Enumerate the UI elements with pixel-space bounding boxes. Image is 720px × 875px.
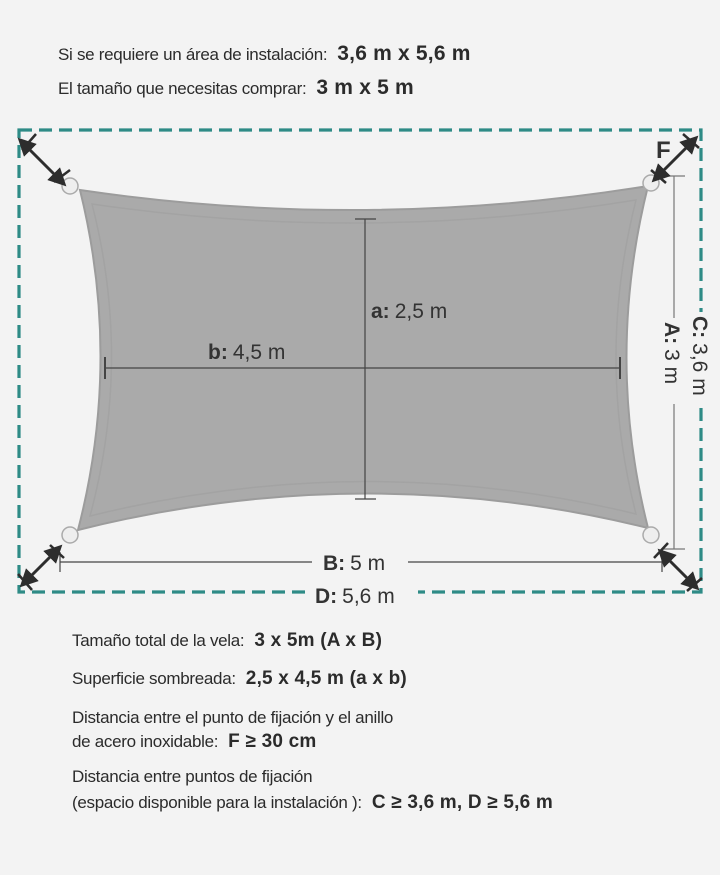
label-B: B: 5 m	[323, 552, 386, 575]
spec-fixing-points-label-line1: Distancia entre puntos de fijación	[72, 767, 313, 786]
d-ring-top-left	[62, 178, 78, 194]
spec-ring-distance-value: F ≥ 30 cm	[228, 731, 317, 752]
spec-fixing-points-value: C ≥ 3,6 m, D ≥ 5,6 m	[371, 792, 553, 813]
label-a: a: 2,5 m	[371, 300, 448, 323]
purchase-size-value: 3 m x 5 m	[316, 76, 414, 99]
spec-fixing-points-line1	[72, 767, 312, 787]
spec-fixing-points	[72, 792, 553, 814]
spec-shaded-area-label: Superficie sombreada:	[72, 669, 236, 688]
label-F: F	[656, 137, 671, 164]
spec-total-size	[72, 630, 382, 652]
f-arrow-top-left	[22, 134, 70, 182]
d-ring-bottom-right	[643, 527, 659, 543]
f-arrow-bottom-left	[18, 545, 64, 590]
spec-fixing-points-label: (espacio disponible para la instalación ):	[72, 793, 362, 812]
label-A: A:3 m	[660, 322, 683, 385]
spec-ring-distance	[72, 731, 316, 753]
label-C: C:3,6 m	[688, 316, 711, 396]
shade-sail	[78, 186, 648, 530]
label-b: b: 4,5 m	[208, 341, 286, 364]
spec-total-size-value: 3 x 5m (A x B)	[254, 630, 383, 651]
f-arrow-bottom-right	[654, 543, 702, 591]
d-ring-top-right	[643, 175, 659, 191]
installation-area-label: Si se requiere un área de instalación:	[58, 45, 328, 64]
spec-shaded-area	[72, 668, 407, 690]
installation-area-value: 3,6 m x 5,6 m	[337, 42, 471, 65]
purchase-size-label: El tamaño que necesitas comprar:	[58, 79, 307, 98]
spec-total-size-label: Tamaño total de la vela:	[72, 631, 245, 650]
spec-ring-distance-label-line1: Distancia entre el punto de fijación y el anillo	[72, 708, 394, 727]
spec-ring-distance-line1	[72, 708, 393, 728]
d-ring-bottom-left	[62, 527, 78, 543]
label-D: D: 5,6 m	[315, 585, 395, 608]
spec-shaded-area-value: 2,5 x 4,5 m (a x b)	[245, 668, 407, 689]
spec-ring-distance-label: de acero inoxidable:	[72, 732, 219, 751]
